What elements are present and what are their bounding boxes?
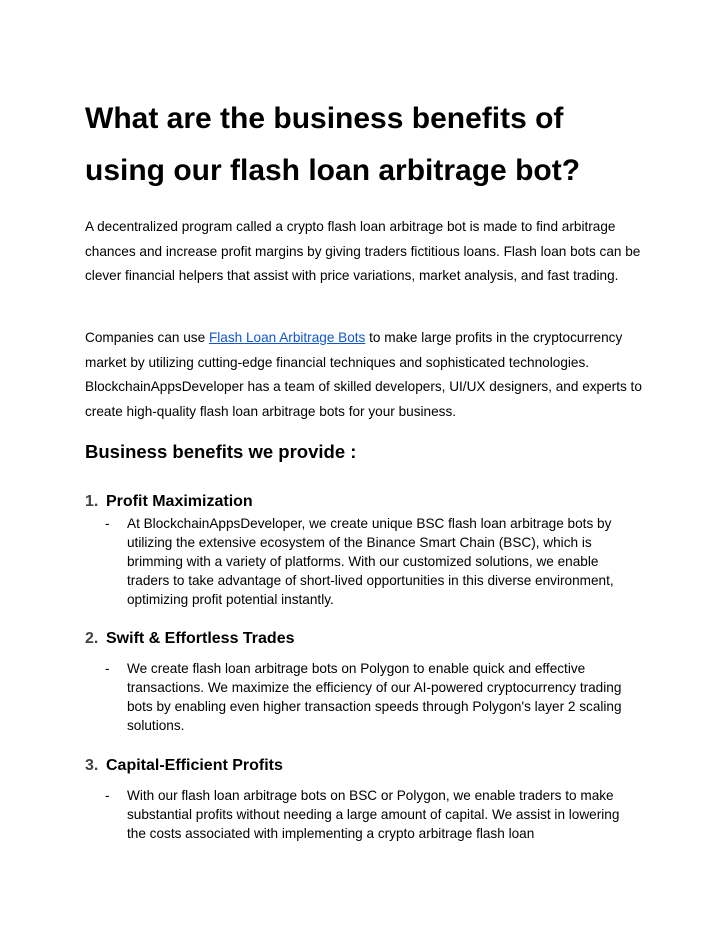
benefit-1-number: 1. xyxy=(85,493,99,510)
benefit-1-title xyxy=(85,492,253,512)
bullet-dash: - xyxy=(105,661,110,676)
page-title: What are the business benefits of using our flash loan arbitrage bot? xyxy=(85,102,581,187)
benefits-heading: Business benefits we provide : xyxy=(85,441,357,462)
benefit-3-description-item xyxy=(105,786,637,843)
benefit-2-description-item xyxy=(105,659,637,735)
benefit-1-description: At BlockchainAppsDeveloper, we create unique BSC flash loan arbitrage bots by utilizing the extensive ecosystem of the Binance Smart Chain (BSC), which is brimming with a variety of platforms. With our customized solutions, we enable traders to take advantage of short-lived opportunities in this diverse environment, optimizing profit potential instantly. xyxy=(127,516,614,607)
benefit-3-title xyxy=(85,756,283,776)
intro-paragraph: A decentralized program called a crypto flash loan arbitrage bot is made to find arbitrage chances and increase profit margins by giving traders fictitious loans. Flash loan bots can be clever financial helpers that assist with price variations, market analysis, and fast trading. xyxy=(85,219,641,283)
bullet-dash: - xyxy=(105,516,110,531)
bullet-dash: - xyxy=(105,788,110,803)
flash-loan-arbitrage-bots-link[interactable]: Flash Loan Arbitrage Bots xyxy=(208,330,366,345)
benefit-2-number: 2. xyxy=(85,630,99,647)
benefit-3-number: 3. xyxy=(85,757,99,774)
paragraph-text-before-link: Companies can use xyxy=(85,330,209,345)
benefit-2-description: We create flash loan arbitrage bots on Polygon to enable quick and effective transactions. We maximize the efficiency of our AI-powered cryptocurrency trading bots by enabling even higher transaction speeds through Polygon's layer 2 scaling solutions. xyxy=(127,661,622,733)
benefit-2-title xyxy=(85,629,295,649)
benefit-3-title-text: Capital-Efficient Profits xyxy=(106,757,283,774)
benefit-3-description: With our flash loan arbitrage bots on BSC or Polygon, we enable traders to make substantial profits without needing a large amount of capital. We assist in lowering the costs associated with implementing a crypto arbitrage flash loan xyxy=(127,788,620,841)
second-paragraph xyxy=(85,326,645,424)
paragraph-text-after-link: to make large profits in the cryptocurrency market by utilizing cutting-edge financial techniques and sophisticated technologies. BlockchainAppsDeveloper has a team of skilled developers, UI/UX designers, and experts to create high-quality flash loan arbitrage bots for your business. xyxy=(85,330,642,419)
benefit-1-title-text: Profit Maximization xyxy=(106,493,253,510)
benefit-2-title-text: Swift & Effortless Trades xyxy=(106,630,295,647)
benefit-1-description-item xyxy=(105,514,637,609)
